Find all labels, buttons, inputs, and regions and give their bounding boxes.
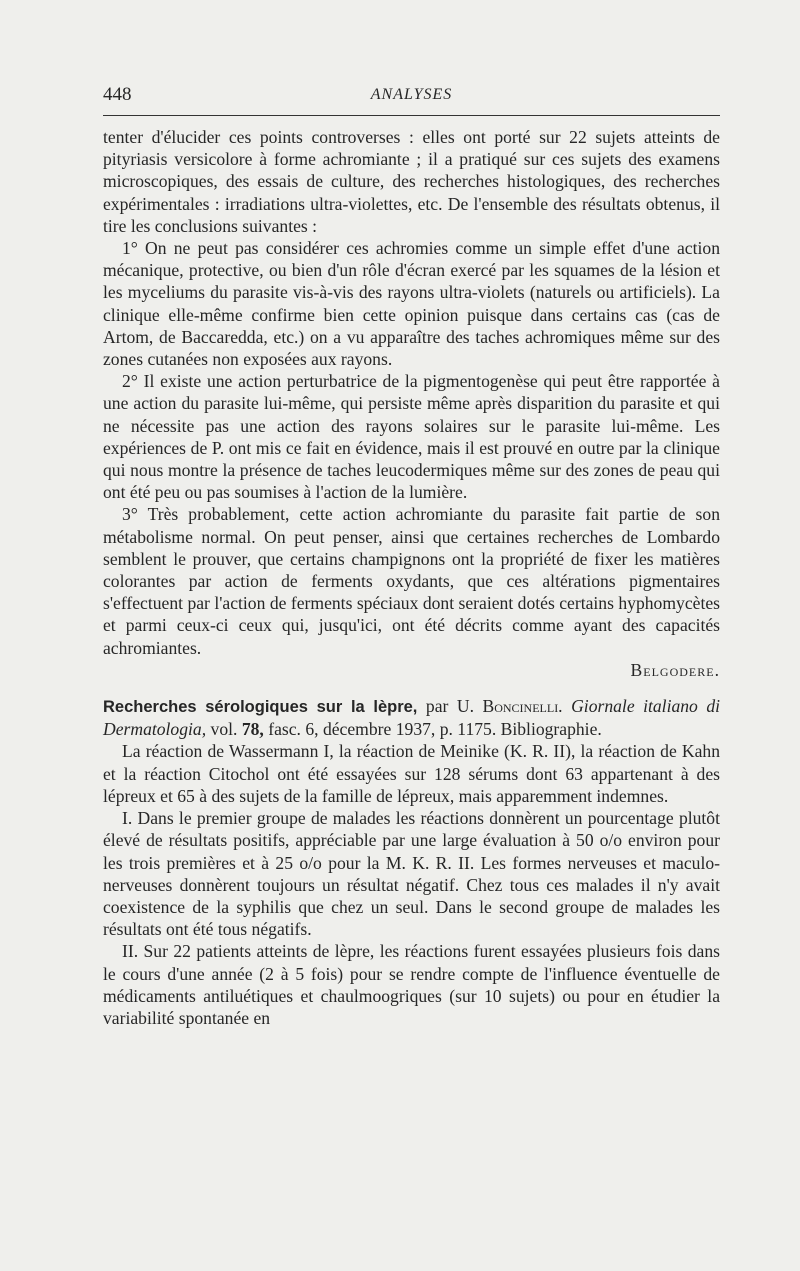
review1-conclusion-1: 1° On ne peut pas considérer ces achromies comme un simple effet d'une action mécanique, protective, ou bien d'un rôle d'écran exercé par les squames de la lésion et les myceliums du parasite vis-à-vis des rayons ultra-violets (naturels ou artificiels). La clinique elle-même confirme bien cette opinion puisque dans certains cas (cas de Artom, de Baccaredda, etc.) on a vu apparaître des taches achromiques même sur des zones cutanées non exposées aux rayons. — [103, 238, 720, 370]
review2-citation-rest: fasc. 6, décembre 1937, p. 1175. Bibliographie. — [268, 719, 602, 740]
page-body — [103, 126, 720, 1029]
review2-journal: Giornale italiano di Dermatologia, — [103, 696, 721, 740]
review2-vol-number: 78, — [241, 719, 264, 740]
review1-conclusion-2: 2° Il existe une action perturbatrice de la pigmentogenèse qui peut être rapportée à une action du parasite lui-même, qui persiste même après disparition du parasite et qui ne nécessite pas une action des rayons solaires sur le parasite lui-même. Les expériences de P. ont mis ce fait en évidence, mais il est prouvé en outre par la clinique qui nous montre la présence de taches leucodermiques même sur des zones de peau qui ont été peu ou pas soumises à l'action de la lumière. — [103, 371, 720, 503]
review1-signature: Belgodere. — [630, 659, 720, 680]
review2-paragraph-2: I. Dans le premier groupe de malades les réactions donnèrent un pourcentage plutôt élevé de résultats positifs, appréciable par une large évaluation à 50 o/o environ pour les trois premières et à 25 o/o pour la M. K. R. II. Les formes nerveuses et maculo-nerveuses donnèrent toujours un résultat négatif. Chez tous ces malades il n'y avait coexistence de la syphilis que chez un seul. Dans le second groupe de malades les résultats ont été tous négatifs. — [103, 808, 720, 940]
review2-by: par — [425, 696, 449, 717]
review1-conclusion-3: 3° Très probablement, cette action achromiante du parasite fait partie de son métabolisme normal. On peut penser, ainsi que certaines recherches de Lombardo semblent le prouver, que certains champignons ont la propriété de fixer les matières colorantes par action de ferments oxydants, que ces altérations pigmentaires s'effectuent par l'action de ferments spéciaux dont seraient dotés certains hyphomycètes et parmi ceux-ci ceux qui, jusqu'ici, ont été décrits comme ayant des capacités achromiantes. — [103, 504, 720, 658]
review1-intro-paragraph: tenter d'élucider ces points controverses : elles ont porté sur 22 sujets atteints de pityriasis versicolore à forme achromiante ; il a pratiqué sur ces sujets des examens microscopiques, des essais de culture, des recherches histologiques, des recherches expérimentales : irradiations ultra-violettes, etc. De l'ensemble des résultats obtenus, il tire les conclusions suivantes : — [103, 127, 720, 236]
page-header — [103, 84, 720, 110]
page-number: 448 — [103, 84, 132, 105]
review2-title: Recherches sérologiques sur la lèpre, — [103, 698, 418, 717]
review2-vol-label: vol. — [210, 719, 238, 740]
header-rule — [103, 115, 720, 116]
review2-paragraph-1: La réaction de Wassermann I, la réaction de Meinike (K. R. II), la réaction de Kahn et la réaction Citochol ont été essayées sur 128 sérums dont 63 appartenant à des lépreux et 65 à des sujets de la famille de lépreux, mais apparemment indemnes. — [103, 741, 720, 806]
running-title: ANALYSES — [370, 86, 453, 103]
review2-heading — [103, 695, 720, 740]
review2-author: U. Boncinelli. — [456, 696, 563, 717]
review2-paragraph-3: II. Sur 22 patients atteints de lèpre, les réactions furent essayées plusieurs fois dans le cours d'une année (2 à 5 fois) pour se rendre compte de l'influence éventuelle de médicaments antiluétiques et chaulmoogriques (sur 10 sujets) ou pour en étudier la variabilité spontanée en — [103, 941, 720, 1028]
